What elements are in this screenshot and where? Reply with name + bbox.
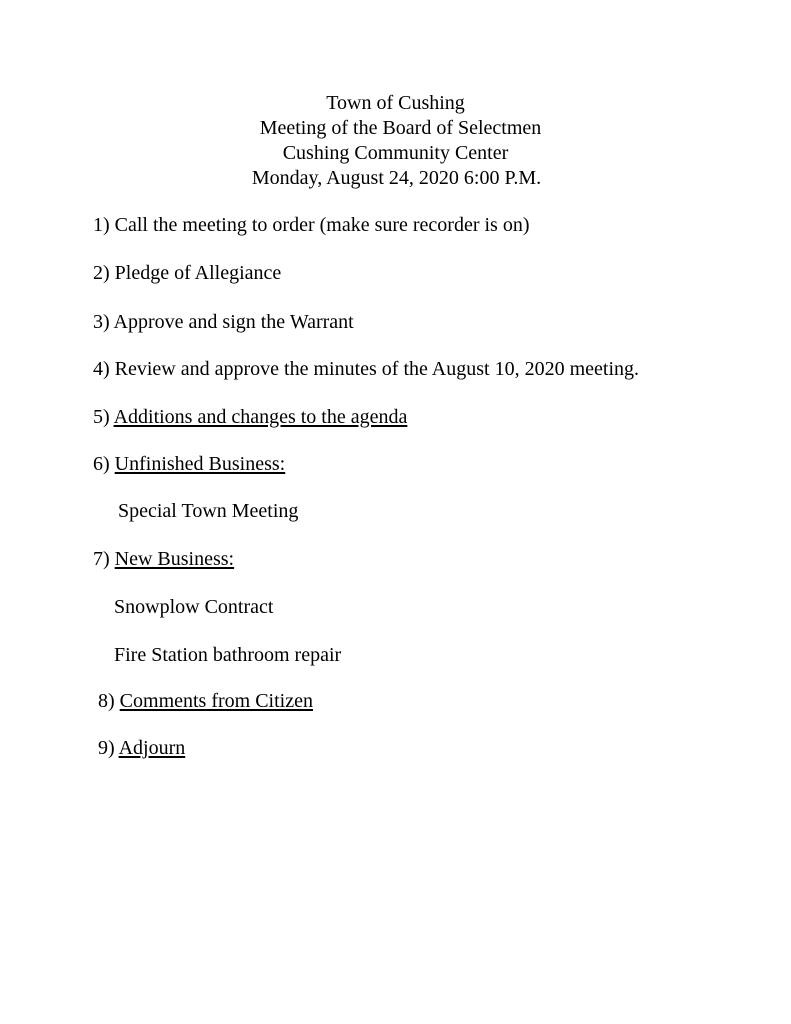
agenda-item-7	[93, 547, 234, 571]
agenda-item-6-title: Unfinished Business:	[114, 453, 286, 475]
agenda-item-9	[98, 736, 185, 760]
agenda-item-8-number: 8)	[98, 690, 120, 712]
agenda-item-9-number: 9)	[98, 737, 119, 759]
agenda-item-8-title: Comments from Citizen	[119, 690, 313, 712]
agenda-item-3: 3) Approve and sign the Warrant	[93, 311, 354, 333]
agenda-item-7-sub-1: Snowplow Contract	[114, 596, 274, 618]
agenda-item-1: 1) Call the meeting to order (make sure recorder is on)	[93, 214, 530, 236]
agenda-item-5-title: Additions and changes to the agenda	[113, 406, 408, 428]
agenda-item-7-number: 7)	[93, 548, 115, 570]
agenda-header	[0, 91, 791, 191]
agenda-item-2: 2) Pledge of Allegiance	[93, 262, 282, 284]
agenda-item-7-sub-2: Fire Station bathroom repair	[114, 644, 342, 666]
agenda-item-6-number: 6)	[93, 453, 115, 475]
agenda-item-8	[98, 689, 313, 713]
meeting-location: Cushing Community Center	[282, 142, 509, 164]
agenda-item-9-title: Adjourn	[118, 737, 186, 759]
agenda-item-7-title: New Business:	[114, 548, 235, 570]
town-name: Town of Cushing	[326, 92, 465, 114]
agenda-item-6-sub-1: Special Town Meeting	[118, 500, 299, 522]
agenda-item-5-number: 5)	[93, 406, 114, 428]
agenda-item-6	[93, 452, 285, 476]
meeting-datetime: Monday, August 24, 2020 6:00 P.M.	[251, 167, 542, 189]
agenda-item-5	[93, 405, 407, 429]
meeting-title: Meeting of the Board of Selectmen	[259, 117, 542, 139]
agenda-item-4: 4) Review and approve the minutes of the August 10, 2020 meeting.	[93, 358, 640, 380]
